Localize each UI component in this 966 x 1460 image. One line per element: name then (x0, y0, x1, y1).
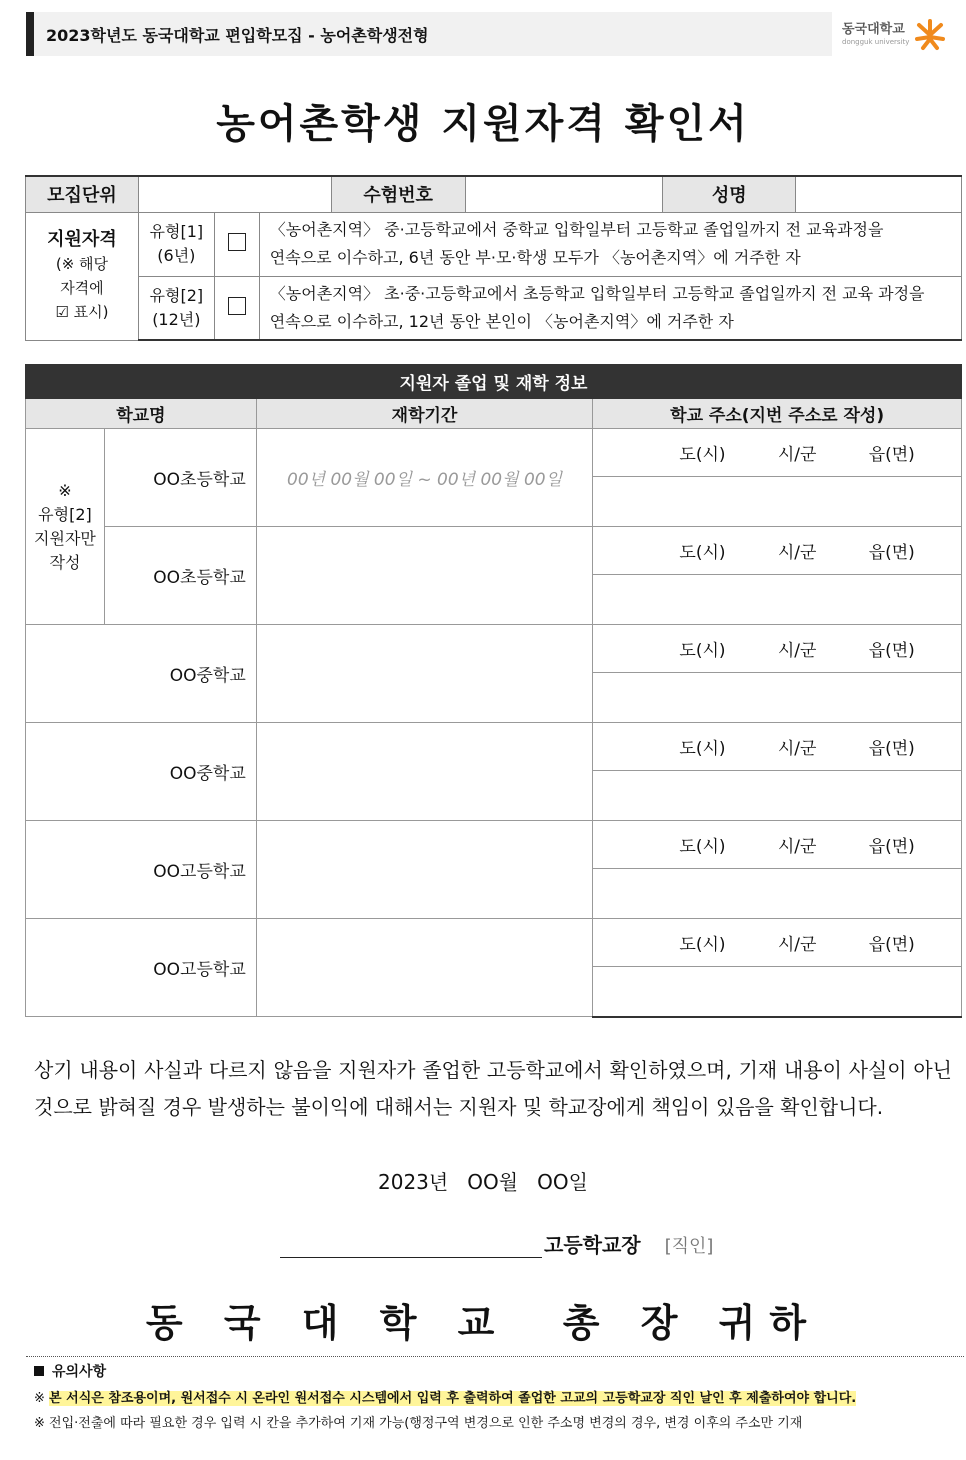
applicant-info-table (25, 175, 962, 341)
note-line-2: 지원자만 (34, 528, 96, 548)
addr-si: 시/군 (777, 641, 817, 661)
document-title: 농어촌학생 지원자격 확인서 (216, 101, 750, 147)
address-detail-6[interactable] (593, 967, 962, 1017)
address-units-6 (593, 919, 962, 967)
header-title: 2023학년도 동국대학교 편입학모집 - 농어촌학생전형 (46, 25, 429, 45)
addr-do: 도(시) (679, 837, 726, 857)
square-bullet-icon (34, 1366, 44, 1376)
addr-eup: 읍(면) (868, 543, 915, 563)
exam-number-field[interactable] (465, 176, 663, 212)
logo-english: dongguk university (842, 37, 910, 46)
address-detail-2[interactable] (593, 575, 962, 625)
addr-do: 도(시) (679, 445, 726, 465)
signature-block (280, 1228, 740, 1258)
addr-si: 시/군 (777, 445, 817, 465)
header-bar (26, 12, 832, 56)
type2-desc-line1: 〈농어촌지역〉 초·중·고등학교에서 초등학교 입학일부터 고등학교 졸업일까지 전 교육 과정을 (269, 283, 925, 303)
type1-desc-line2: 연속으로 이수하고, 6년 동안 부·모·학생 모두가 〈농어촌지역〉에 거주한 자 (269, 248, 801, 267)
addr-do: 도(시) (679, 739, 726, 759)
type1-checkbox[interactable] (228, 233, 246, 251)
addr-si: 시/군 (777, 739, 817, 759)
note-line-1: 유형[2] (38, 504, 92, 524)
university-logo (842, 14, 954, 54)
school-name-5: OO고등학교 (26, 821, 257, 919)
confirmation-statement: 상기 내용이 사실과 다르지 않음을 지원자가 졸업한 고등학교에서 확인하였으며, 기재 내용이 사실이 아닌 것으로 밝혀질 경우 발생하는 불이익에 대해서는 지원자 및 학교장에게 책임이 있음을 확인합니다. (34, 1058, 952, 1119)
period-field-5[interactable] (256, 821, 593, 919)
address-detail-1[interactable] (593, 477, 962, 527)
type2-desc-line2: 연속으로 이수하고, 12년 동안 본인이 〈농어촌지역〉에 거주한 자 (269, 311, 734, 331)
type1-name: 유형[1] (149, 222, 204, 241)
addr-eup: 읍(면) (868, 837, 915, 857)
type2-checkbox-cell (214, 276, 259, 340)
school-name-3: OO중학교 (26, 625, 257, 723)
type2-description (259, 276, 961, 340)
qualification-note-2: 자격에 (60, 279, 104, 297)
school-name-2: OO초등학교 (104, 527, 256, 625)
address-detail-4[interactable] (593, 771, 962, 821)
note-item-1-mark: ※ (34, 1391, 45, 1406)
addr-do: 도(시) (679, 641, 726, 661)
address-units-3 (593, 625, 962, 673)
qualification-label (26, 212, 139, 340)
type1-desc-line1: 〈농어촌지역〉 중·고등학교에서 중학교 입학일부터 고등학교 졸업일까지 전 교육과정을 (269, 220, 884, 239)
address-detail-5[interactable] (593, 869, 962, 919)
type1-label (138, 212, 214, 276)
qualification-note-3: ☑ 표시) (55, 303, 109, 321)
issue-date: 2023년 OO월 OO일 (378, 1170, 588, 1194)
name-field[interactable] (796, 176, 962, 212)
addr-si: 시/군 (777, 543, 817, 563)
addr-eup: 읍(면) (868, 445, 915, 465)
type2-only-note (26, 429, 105, 625)
graduation-banner: 지원자 졸업 및 재학 정보 (26, 365, 962, 399)
period-field-3[interactable] (256, 625, 593, 723)
address-units-2 (593, 527, 962, 575)
unit-label: 모집단위 (26, 176, 139, 212)
addr-do: 도(시) (679, 543, 726, 563)
logo-korean: 동국대학교 (842, 21, 905, 37)
school-name-4: OO중학교 (26, 723, 257, 821)
qualification-title: 지원자격 (47, 229, 117, 250)
school-name-6: OO고등학교 (26, 919, 257, 1017)
note-mark: ※ (58, 480, 72, 500)
column-address: 학교 주소(지번 주소로 작성) (593, 399, 962, 429)
note-line-3: 작성 (49, 552, 81, 572)
notes-title-row (26, 1361, 964, 1381)
note-item-1-text: 본 서식은 참조용이며, 원서접수 시 온라인 원서접수 시스템에서 입력 후 출력하여 졸업한 고교의 고등학교장 직인 날인 후 제출하여야 합니다. (49, 1391, 857, 1406)
type2-label (138, 276, 214, 340)
column-school-name: 학교명 (26, 399, 257, 429)
addr-si: 시/군 (777, 935, 817, 955)
signature-line[interactable] (280, 1231, 542, 1258)
column-period: 재학기간 (256, 399, 593, 429)
addr-eup: 읍(면) (868, 935, 915, 955)
address-detail-3[interactable] (593, 673, 962, 723)
period-field-2[interactable] (256, 527, 593, 625)
notes-title: 유의사항 (52, 1364, 107, 1380)
address-units-4 (593, 723, 962, 771)
addr-si: 시/군 (777, 837, 817, 857)
note-item-2: ※ 전입·전출에 따라 필요한 경우 입력 시 칸을 추가하여 기재 가능(행정구역 변경으로 인한 주소명 변경의 경우, 변경 이후의 주소만 기재 (34, 1416, 803, 1431)
type2-checkbox[interactable] (228, 297, 246, 315)
lotus-logo-icon (913, 17, 947, 51)
unit-field[interactable] (138, 176, 331, 212)
addr-do: 도(시) (679, 935, 726, 955)
address-units-1 (593, 429, 962, 477)
school-name-1: OO초등학교 (104, 429, 256, 527)
period-field-4[interactable] (256, 723, 593, 821)
addressee: 동 국 대 학 교 총 장 귀하 (145, 1301, 821, 1345)
addr-eup: 읍(면) (868, 641, 915, 661)
type1-checkbox-cell (214, 212, 259, 276)
name-label: 성명 (663, 176, 796, 212)
graduation-info-table (25, 364, 962, 1018)
exam-number-label: 수험번호 (331, 176, 465, 212)
official-seal-mark: [직인] (664, 1236, 714, 1257)
type1-years: (6년) (157, 246, 196, 265)
period-field-6[interactable] (256, 919, 593, 1017)
period-field-1[interactable]: 00년 00월 00일 ~ 00년 00월 00일 (256, 429, 593, 527)
addr-eup: 읍(면) (868, 739, 915, 759)
note-item-1 (34, 1387, 964, 1406)
type2-years: (12년) (152, 309, 201, 329)
type2-name: 유형[2] (149, 285, 204, 305)
principal-title: 고등학교장 (544, 1233, 641, 1257)
notes-section (26, 1356, 964, 1431)
type1-description (259, 212, 961, 276)
qualification-note-1: (※ 해당 (55, 255, 109, 273)
address-units-5 (593, 821, 962, 869)
